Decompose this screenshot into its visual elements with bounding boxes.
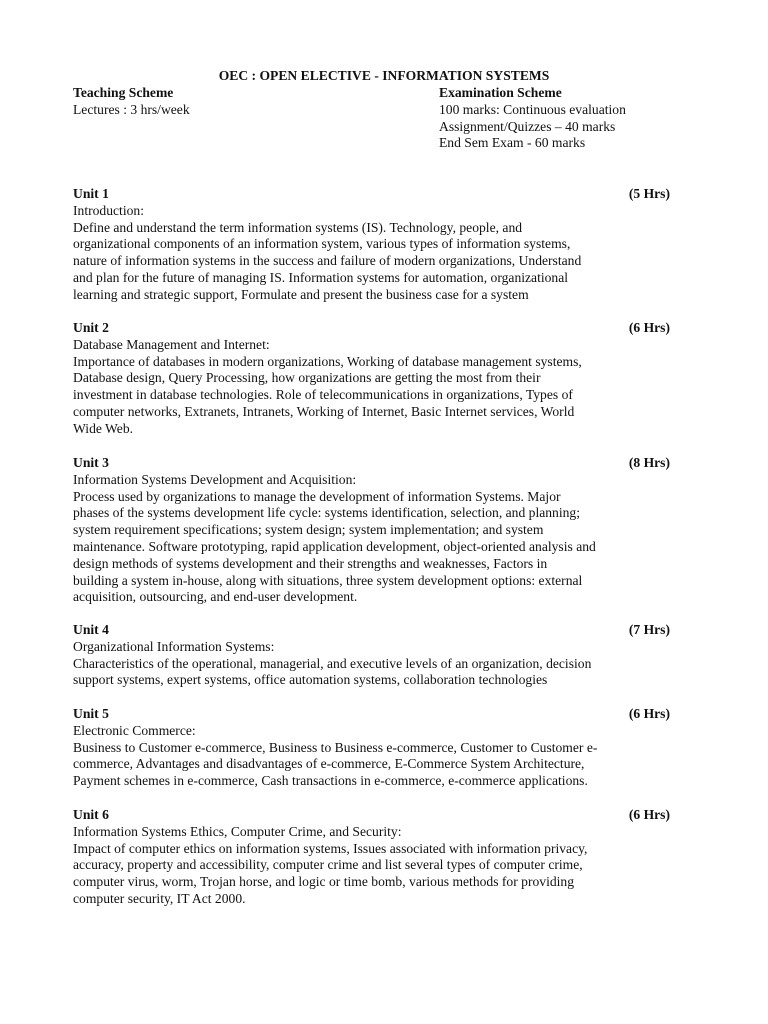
unit-subtitle: Information Systems Development and Acquisition: — [73, 471, 357, 487]
text-line: Database design, Query Processing, how organizations are getting the most from their — [73, 370, 541, 386]
text-line: commerce, Advantages and disadvantages of e-commerce, E-Commerce System Architecture, — [73, 756, 585, 772]
unit-hours: (6 Hrs) — [628, 706, 670, 721]
unit-description — [73, 740, 673, 790]
text-line: phases of the systems development life cycle: systems identification, selection, and planning; — [73, 505, 580, 521]
text-line: system requirement specifications; system design; system implementation; and system — [73, 522, 544, 538]
unit-description — [73, 489, 673, 607]
exam-line: 100 marks: Continuous evaluation — [439, 101, 626, 117]
unit-subtitle: Database Management and Internet: — [73, 336, 270, 352]
document-title: OEC : OPEN ELECTIVE - INFORMATION SYSTEMS — [218, 68, 550, 83]
text-line: Importance of databases in modern organizations, Working of database management systems, — [73, 353, 582, 369]
unit-1-section — [73, 186, 673, 304]
text-line: support systems, expert systems, office automation systems, collaboration technologies — [73, 672, 548, 688]
text-line: learning and strategic support, Formulate and present the business case for a system — [73, 286, 529, 302]
unit-description — [73, 841, 673, 908]
unit-heading — [73, 807, 673, 824]
text-line: and plan for the future of managing IS. Information systems for automation, organizational — [73, 269, 569, 285]
text-line: acquisition, outsourcing, and end-user development. — [73, 589, 358, 605]
lectures-text: Lectures : 3 hrs/week — [73, 101, 190, 117]
unit-label: Unit 3 — [73, 455, 109, 470]
unit-heading — [73, 706, 673, 723]
text-line: investment in database technologies. Role of telecommunications in organizations, Types of — [73, 387, 573, 403]
unit-subtitle: Organizational Information Systems: — [73, 638, 275, 654]
text-line: Process used by organizations to manage the development of information Systems. Major — [73, 488, 561, 504]
text-line: Define and understand the term information systems (IS). Technology, people, and — [73, 219, 523, 235]
unit-heading — [73, 320, 673, 337]
text-line: maintenance. Software prototyping, rapid application development, object-oriented analysis and — [73, 538, 596, 554]
unit-2-section — [73, 320, 673, 438]
unit-label: Unit 1 — [73, 186, 109, 201]
unit-6-section — [73, 807, 673, 908]
text-line: Business to Customer e-commerce, Business to Business e-commerce, Customer to Customer e- — [73, 739, 598, 755]
text-line: accuracy, property and accessibility, computer crime and list several types of computer crime, — [73, 857, 583, 873]
text-line: Impact of computer ethics on information systems, Issues associated with information privacy, — [73, 840, 588, 856]
text-line: Wide Web. — [73, 420, 134, 436]
teaching-scheme-heading: Teaching Scheme — [73, 85, 174, 100]
unit-label: Unit 2 — [73, 320, 109, 335]
unit-hours: (8 Hrs) — [628, 455, 670, 470]
unit-hours: (5 Hrs) — [628, 186, 670, 201]
unit-description — [73, 354, 673, 438]
unit-5-section — [73, 706, 673, 790]
exam-line: End Sem Exam - 60 marks — [439, 135, 586, 151]
unit-subtitle: Electronic Commerce: — [73, 722, 196, 738]
text-line: nature of information systems in the success and failure of modern organizations, Understand — [73, 253, 582, 269]
text-line: Characteristics of the operational, managerial, and executive levels of an organization, decision — [73, 655, 592, 671]
unit-3-section — [73, 455, 673, 606]
exam-line: Assignment/Quizzes – 40 marks — [439, 118, 616, 134]
unit-heading — [73, 455, 673, 472]
examination-scheme — [439, 85, 626, 152]
unit-label: Unit 5 — [73, 706, 109, 721]
unit-description — [73, 220, 673, 304]
unit-4-section — [73, 622, 673, 689]
unit-hours: (6 Hrs) — [628, 807, 670, 822]
text-line: organizational components of an information system, various types of information systems, — [73, 236, 571, 252]
unit-label: Unit 6 — [73, 807, 109, 822]
text-line: computer networks, Extranets, Intranets, Working of Internet, Basic Internet services, World — [73, 403, 575, 419]
unit-heading — [73, 186, 673, 203]
text-line: building a system in-house, along with situations, three system development options: external — [73, 572, 583, 588]
unit-label: Unit 4 — [73, 622, 109, 637]
unit-heading — [73, 622, 673, 639]
unit-description — [73, 656, 673, 690]
unit-hours: (6 Hrs) — [628, 320, 670, 335]
text-line: Payment schemes in e-commerce, Cash transactions in e-commerce, e-commerce applications. — [73, 773, 588, 789]
text-line: computer virus, worm, Trojan horse, and logic or time bomb, various methods for providing — [73, 874, 575, 890]
teaching-scheme — [73, 85, 190, 119]
examination-scheme-heading: Examination Scheme — [439, 85, 562, 100]
text-line: computer security, IT Act 2000. — [73, 890, 246, 906]
unit-subtitle: Introduction: — [73, 202, 144, 218]
unit-hours: (7 Hrs) — [628, 622, 670, 637]
text-line: design methods of systems development and their strengths and weaknesses, Factors in — [73, 555, 548, 571]
unit-subtitle: Information Systems Ethics, Computer Crime, and Security: — [73, 823, 402, 839]
